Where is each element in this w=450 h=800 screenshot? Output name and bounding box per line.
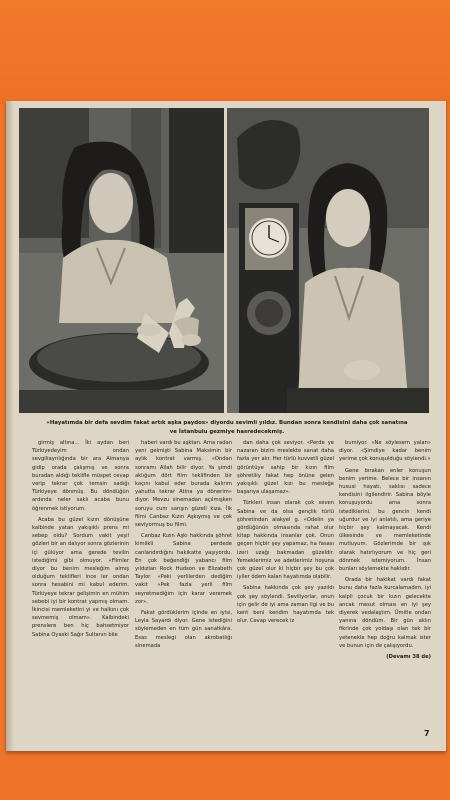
orange-background-bottom [0, 748, 450, 800]
column-2-paragraph: haberi vardı bu aşktan. Ama radan yeni gelmişti Sabina Maksimin bir aylık kontrat varmış. «Ondan sonramı Allah bilir diyor. Ya şimdi aklığum dört film teklifinden bir kaçını kabul eder burada kalırım yahutta tekrar Atina ya dönerim» diyor. Mevzu sinemadan açılmışken soruyu cum sarışın güzeli kıza. İlk filmi Canbaz Kızın Aşkıymış ve çok seviyormuş bu filmi. [135, 440, 232, 529]
caption-line-1: «Hayatımda bir defa sevdim fakat artık aşka paydos» diyordu sevimli yıldız. Bundan sonra kendisini daha çok sanatına [46, 420, 408, 426]
article-column-4 [339, 439, 431, 664]
orange-background-top [0, 0, 450, 104]
photo-woman-with-figurine [19, 108, 224, 413]
page-binding-shadow [6, 101, 14, 751]
column-2-paragraph: Canbaz Kızın Aşkı hakkında şöhret kimlikli Sabina perdede canlandırdığını hakikatte yaşıyordu. En çok beğendiği yabancı film yıldızları Rock Hudson ve Elizabeth Taylor. «Peki yerlilerden dediğim vakit «Pek fazla yerli film seyretmediğim için karar veremek zor». [135, 533, 232, 605]
caption-line-2: ve İstanbulu gezmiye hasredecekmiş. [169, 428, 285, 435]
column-3-paragraph: Sabina hakkında çok şey yazıldı çok şey söylendi. Seviliyorlar, onun için gelir de iyi ama zaman ilgi ve bu kent beni kendim hayatımda tek olur. Cevap verecek iz [237, 585, 334, 625]
magazine-page [6, 101, 446, 751]
column-4-paragraph: Gene bırakan enler konuşun benim yerime. Belece bir insanın hususi hayatı, saklısı sadece kendisini ilgilendirir. Sabina böyle konuşuyordu ama sonra istediklerini, bu gencin kendi uğurdur ve iyi anlatılı, ama geriye hiçbir şey kalmayacak. Kendi ülkesinde ve memleketinde mutluyum. Gözlerimde bir ışık olarak hatırlıyorum ve hiç geri dönmek istemiyorum. İnsan bunları söylemekte haklıdır. [339, 467, 431, 573]
article-column-2 [135, 439, 232, 653]
column-3-paragraph: Türkleri insan olarak çok seven Sabina ve da olsa gençlik türlü şöhretinden alakyel g. «Odelin ya gördüğünün olmasında rahat olur kitap hakkında insanlar çok. Onun geçen hiçbir şey yapamaz, ha fasası izeri uzağı bakmadan güzeldir. Yemeklerimiz ve adetlerimiz hoşuna çok güzel olur ki hiçbir şey bu çok iyiler ödem kalan hayatımda olabilir. [237, 500, 334, 581]
column-3-paragraph: dan daha çok seviyor. «Perde ye nazaran bizim meslekte sanat daha fazla yer alır. Her türlü kuvvetli güzel görüntüye sahip bir kızın film şöhretiliy fakat hep önüne gelen yakışıklı güzel kızı bu mesleğe başarıya ulaşamaz». [237, 440, 334, 496]
column-4-paragraph: Orada bir hakikat vardı fakat bunu daha fazla kurcalamadım, iyi kalpli çocuk bir kızın gelecekte ancak mesut olması en iyi şey diyerek vedalaştım. Ümitle ondan yanına döndüm. Bir gün aklın fikrinde çok yoldaşı olan tek bir yetenekle hep doğru kalmak ister ve bunun için de çalışıyordu. [339, 577, 431, 649]
photo-woman-with-clock [227, 108, 429, 413]
article-column-3 [237, 439, 334, 628]
column-1-paragraph: girmiş altına... İki aydan beri Türkiyedeyim ondan sevgiliayrılığında bir ara Almanya gidip orada çalışmış ve sonra buradan aldığı teklifle müspet cevap verip tekrar çok temsin sadığı Türkiyeye dönmüş. Bu döndüğün ardında neler saklı acaba bunu öğrenmek istiyorum. [32, 440, 129, 512]
continued-note: (Devamı 38 de) [386, 654, 431, 661]
article-column-1 [32, 439, 129, 642]
page-number: 7 [424, 729, 430, 738]
column-2-paragraph: Fakat gördüklerim içinde en iyisi, Leyla Sayardı diyor. Gene istediğini söylemeden en tüm gün sanatkâra. Esas meslegi olan akrobatlığı sinemada [135, 610, 232, 649]
photo-caption [42, 419, 412, 436]
column-4-paragraph: bumiyor. «Ne söylesem yalan» diyor. «Şimdiye kadar benim yerime çok konuşulduğu söylendi.» [339, 440, 431, 463]
column-1-paragraph: Acaba bu güzel kızın dönüşüne kalbinde yatan yakışıklı prens mi sebep oldu? Sordum vakit yeşil gözleri bir an dalıyor sonra gözlerinin içi gülüyor ama gerede tevilin istediğimi gibi olmuyor. «Filmler diyor bu benim mesleğim almış olduğum teklifleri ince ler ondan sonra hesabini mi kabul ederim. Türkiyeye tekrar gelişimin en mühim sebebi iyi bir kontrat yapmış olmam. İkincisi memleketini yi ve halkını çok sevmemiş olmam». Kalbindeki prenslere ben hiç bahsetmiyor Sabina Oyaski Sağır Sultanın bile [32, 516, 129, 638]
